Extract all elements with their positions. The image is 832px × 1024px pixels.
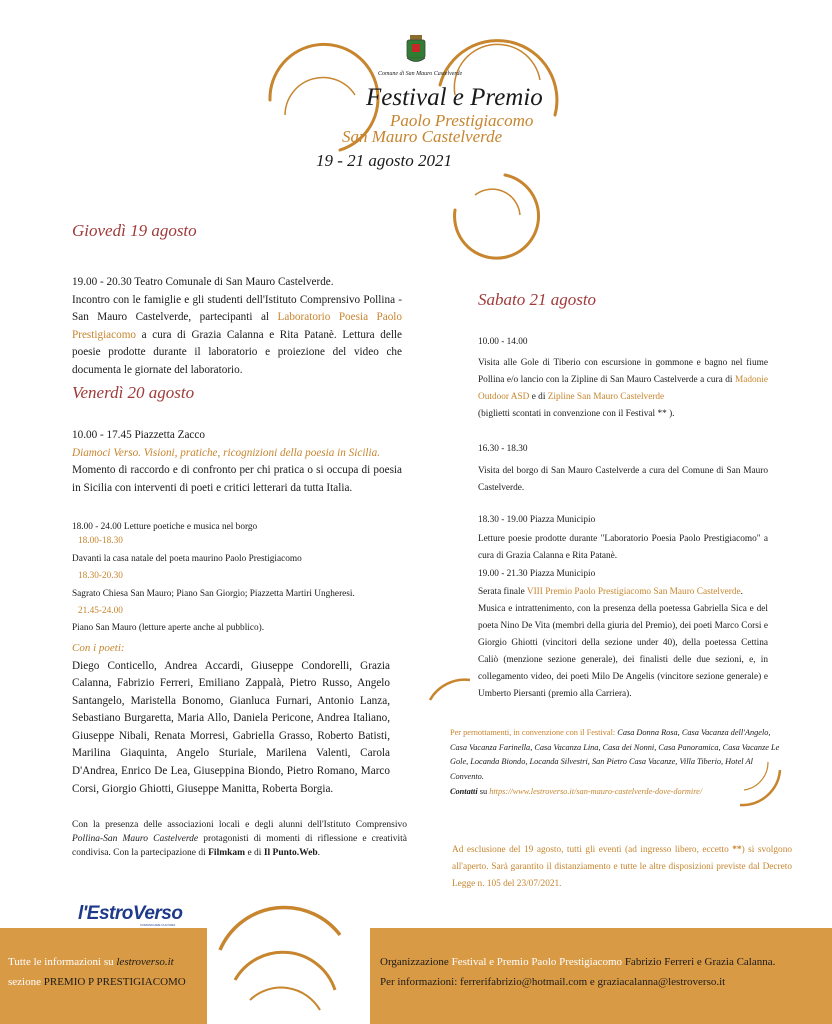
footer-site-link[interactable]: lestroverso.it	[116, 956, 174, 968]
day1-text: Incontro con le famiglie e gli studenti dell'Istituto Comprensivo Pollina - San Mauro Castelverde, partecipanti al Laboratorio Poesia Paolo Prestigiacomo a cura di Grazia Calanna e Rita Patanè. Lettura delle poesie prodotte durante il laboratorio e proiezione del video che documenta le giornate del laboratorio.	[72, 293, 403, 376]
evening-title: 18.00 - 24.00 Letture poetiche e musica nel borgo	[72, 522, 258, 532]
poets-list: Diego Conticello, Andrea Accardi, Giuseppe Condorelli, Grazia Calanna, Fabrizio Ferreri, Emiliano Zappalà, Pietro Russo, Angelo Santangelo, Maristella Bonomo, Gianluca Furnari, Antonio Lanza, Sebastiano Burgaretta, Maria Allo, Daniela Pericone, Andrea Italiano, Giuseppe Nibali, Renata Morresi, Gabriella Grasso, Roberto Batisti, Marilina Giaquinta, Angelo Sturiale, Marilena Valenti, Carola D'Andrea, Enrico De Lea, Giuseppina Biondo, Pietro Romano, Marco Corsi, Giorgio Ghiotti, Giuseppe Manitta, Roberta Borgia.	[72, 659, 390, 795]
lodging-url-link[interactable]: https://www.lestroverso.it/san-mauro-castelverde-dove-dormire/	[489, 786, 703, 796]
footer-emails[interactable]: ferrerifabrizio@hotmail.com e graziacalanna@lestroverso.it	[457, 976, 726, 988]
day2-evening	[72, 520, 402, 636]
slot3-time: 21.45-24.00	[78, 606, 123, 617]
laboratorio-link[interactable]: Laboratorio Poesia Paolo Prestigiacomo	[72, 311, 403, 341]
logo-text: l'EstroVerso	[78, 903, 183, 924]
slot1-text: Davanti la casa natale del poeta maurino Paolo Prestigiacomo	[72, 553, 302, 564]
associations-text: Con la presenza delle associazioni locali e degli alunni dell'Istituto Comprensivo Pollina-San Mauro Castelverde protagonisti di momenti di riflessione e creatività condivisa. Con la partecipazione di Filmkam e di Il Punto.Web.	[72, 820, 407, 859]
filmkam: Filmkam	[208, 848, 246, 859]
estroverso-logo	[78, 903, 182, 927]
day2-event-title: Diamoci Verso. Visioni, pratiche, ricognizioni della poesia in Sicilia.	[72, 446, 381, 459]
day3-block	[478, 335, 768, 703]
poets-block	[72, 640, 390, 798]
associations-block	[72, 818, 407, 861]
lodging-contacts: Contatti su https://www.lestroverso.it/san-mauro-castelverde-dove-dormire/	[450, 786, 703, 796]
slot1-time: 18.00-18.30	[78, 536, 123, 547]
e1-time: 10.00 - 14.00	[478, 337, 528, 347]
day2-time-place: 10.00 - 17.45 Piazzetta Zacco	[72, 429, 205, 441]
logo-tagline: COMUNICARE CULTURA	[140, 923, 176, 927]
day2-event-text: Momento di raccordo e di confronto per chi pratica o si occupa di poesia in Sicilia con interventi di poeti e critici letterari da tutta Italia.	[72, 464, 402, 494]
madonie-link[interactable]: Madonie Outdoor ASD	[478, 375, 768, 403]
lodging-text	[450, 726, 785, 785]
footer-org-line: Organizzazione Festival e Premio Paolo Prestigiacomo Fabrizio Ferreri e Grazia Calanna.	[380, 956, 776, 968]
e4-text: Serata finale VIII Premio Paolo Prestigiacomo San Mauro Castelverde.	[478, 586, 743, 597]
e3-text: Letture poesie prodotte durante "Laboratorio Poesia Paolo Prestigiacomo" a cura di Grazia Calanna e Rita Patanè.	[478, 534, 768, 562]
e2-time: 16.30 - 18.30	[478, 444, 528, 455]
lodging-label: Per pernottamenti, in convenzione con il Festival:	[450, 728, 618, 737]
notice-block	[452, 842, 792, 893]
slot2-time: 18.30-20.30	[78, 571, 123, 582]
subtitle-2: San Mauro Castelverde	[342, 127, 503, 146]
footer-right	[370, 928, 832, 1024]
e3-time: 18.30 - 19.00 Piazza Municipio	[478, 514, 596, 525]
footer-section-line: sezione PREMIO P PRESTIGIACOMO	[8, 976, 186, 988]
subtitle-1: Paolo Prestigiacomo	[390, 111, 534, 130]
crest-caption: Comune di San Mauro Castelverde	[378, 71, 463, 77]
crest-icon	[401, 34, 431, 66]
premio-link[interactable]: VIII Premio Paolo Prestigiacomo San Mauro Castelverde	[526, 586, 741, 597]
day1-block	[72, 274, 402, 379]
e4-text-detail: Musica e intrattenimento, con la presenza della poetessa Gabriella Sica e del poeta Nino De Vita (membri della giuria del Premio), dei poeti Marco Corsi e Giorgio Ghiotti (vincitori della sezione under 40), della poetessa Cettina Caliò (menzione sezione generale), dei finalisti delle due sezioni, e, in collegamento video, dei poeti Milo De Angelis (vincitore sezione generale) e Umberto Piersanti (premio alla Carriera).	[478, 603, 768, 699]
il-punto-web: Il Punto.Web	[263, 848, 318, 859]
day2-heading: Venerdì 20 agosto	[72, 383, 195, 402]
day1-time-place: 19.00 - 20.30 Teatro Comunale di San Mauro Castelverde.	[72, 276, 334, 288]
slot2-text: Sagrato Chiesa San Mauro; Piano San Giorgio; Piazzetta Martiri Ungheresi.	[72, 588, 355, 599]
slot3-text: Piano San Mauro (letture aperte anche al pubblico).	[72, 623, 265, 634]
lodging-block	[450, 726, 785, 800]
e4-time: 19.00 - 21.30 Piazza Municipio	[478, 569, 596, 580]
page-title: Festival e Premio	[366, 84, 543, 111]
footer-left	[0, 928, 207, 1024]
footer-contact-line: Per informazioni: ferrerifabrizio@hotmail.com e graziacalanna@lestroverso.it	[380, 976, 726, 988]
e2-text: Visita del borgo di San Mauro Castelverde a cura del Comune di San Mauro Castelverde.	[478, 465, 768, 493]
day2-block	[72, 427, 402, 497]
footer-info-line: Tutte le informazioni su lestroverso.it	[8, 956, 174, 968]
day1-heading: Giovedì 19 agosto	[72, 221, 197, 240]
e1-text: Visita alle Gole di Tiberio con escursione in gommone e bagno nel fiume Pollina e/o lancio con la Zipline di San Mauro Castelverde a cura di Madonie Outdoor ASD e di Zipline San Mauro Castelverde	[478, 358, 768, 403]
poets-label: Con i poeti:	[72, 642, 125, 654]
notice-text: Ad esclusione del 19 agosto, tutti gli eventi (ad ingresso libero, eccetto **) si svolgono all'aperto. Sarà garantito il distanziamento e tutte le altre disposizioni previste dal Decreto Legge n. 105 del 23/07/2021.	[452, 845, 792, 889]
e1-note: (biglietti scontati in convenzione con il Festival ** ).	[478, 409, 675, 420]
dates: 19 - 21 agosto 2021	[316, 151, 452, 170]
day3-heading: Sabato 21 agosto	[478, 290, 597, 309]
zipline-link[interactable]: Zipline San Mauro Castelverde	[547, 392, 665, 403]
lodging-list: Casa Donna Rosa, Casa Vacanza dell'Angelo, Casa Vacanza Farinella, Casa Vacanza Lina, Casa dei Nonni, Casa Panoramica, Casa Vacanze Le Gole, Locanda Biondo, Locanda Silvestri, San Pietro Casa Vacanze, Villa Tiberio, Hotel Al Convento.	[450, 728, 780, 782]
